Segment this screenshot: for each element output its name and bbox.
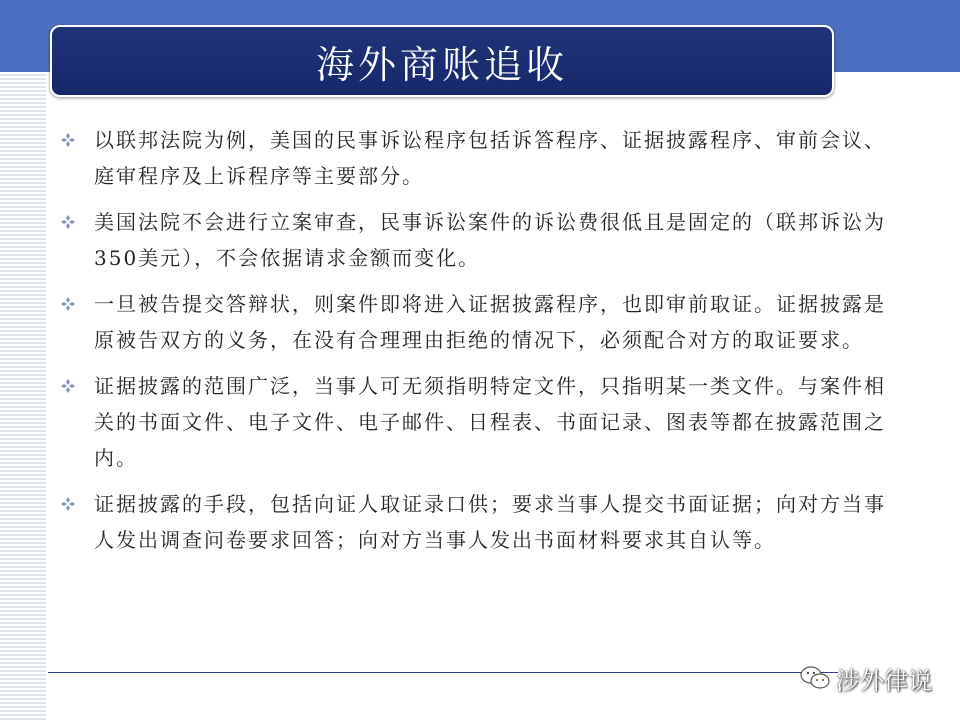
bullet-list	[58, 122, 898, 568]
title-bar	[50, 25, 834, 97]
watermark-text: 涉外律说	[836, 666, 932, 695]
wechat-icon	[800, 665, 830, 691]
diamond-bullet-icon	[60, 378, 76, 394]
slide-title: 海外商账追收	[315, 42, 568, 87]
bullet-item	[58, 286, 898, 358]
bullet-item	[58, 486, 898, 558]
left-stripe-pattern	[0, 72, 46, 720]
bullet-item	[58, 204, 898, 276]
bullet-text: 以联邦法院为例，美国的民事诉讼程序包括诉答程序、证据披露程序、审前会议、庭审程序及上诉程序等主要部分。	[94, 128, 886, 188]
bullet-text: 证据披露的手段，包括向证人取证录口供；要求当事人提交书面证据；向对方当事人发出调查问卷要求回答；向对方当事人发出书面材料要求其自认等。	[94, 492, 886, 552]
diamond-bullet-icon	[60, 132, 76, 148]
bullet-item	[58, 122, 898, 194]
watermark	[800, 662, 932, 694]
bullet-text: 美国法院不会进行立案审查，民事诉讼案件的诉讼费很低且是固定的（联邦诉讼为350美元），不会依据请求金额而变化。	[94, 210, 886, 270]
diamond-bullet-icon	[60, 296, 76, 312]
diamond-bullet-icon	[60, 496, 76, 512]
bottom-divider	[48, 672, 838, 673]
bullet-text: 一旦被告提交答辩状，则案件即将进入证据披露程序，也即审前取证。证据披露是原被告双方的义务，在没有合理理由拒绝的情况下，必须配合对方的取证要求。	[94, 292, 886, 352]
bullet-text: 证据披露的范围广泛，当事人可无须指明特定文件，只指明某一类文件。与案件相关的书面文件、电子文件、电子邮件、日程表、书面记录、图表等都在披露范围之内。	[94, 374, 886, 470]
diamond-bullet-icon	[60, 214, 76, 230]
bullet-item	[58, 368, 898, 476]
